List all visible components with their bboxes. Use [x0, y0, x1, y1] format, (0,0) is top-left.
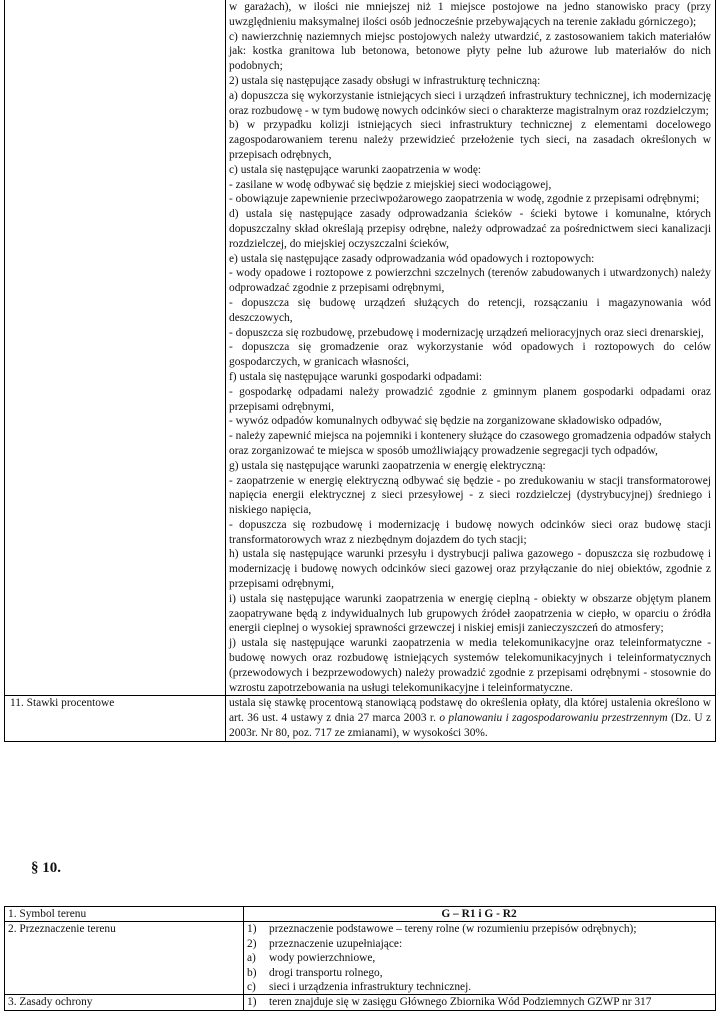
paragraph: - obowiązuje zapewnienie przeciwpożarowego zaopatrzenia w wodę, zgodnie z przepisami odrębnymi;: [229, 193, 700, 206]
row-label-przeznaczenie: 2. Przeznaczenie terenu: [5, 922, 244, 995]
paragraph: j) ustala się następujące warunki zaopatrzenia w media telekomunikacyjne oraz teleinformatyczne - budowę nowych oraz rozbudowę istniejących systemów telekomunikacyjnych i teleinformatycznych (przewodowych i bezprzewodowych) należy prowadzić zgodnie z przepisami odrębnymi - stosownie do wzrostu zapotrzebowania na usługi telekomunikacyjne i teleinformatyczne.: [229, 637, 711, 694]
list-item: [247, 980, 711, 994]
table-row: [5, 995, 716, 1010]
paragraph: c) nawierzchnię naziemnych miejsc postojowych należy utwardzić, z zastosowaniem takich materiałów jak: kostka granitowa lub betonowa, betonowe płyty pełne lub ażurowe lub materiałów do nich podobnych;: [229, 30, 711, 73]
przeznaczenie-cell: [244, 922, 716, 995]
list-item: [247, 922, 711, 936]
paragraph: b) w przypadku kolizji istniejących sieci infrastruktury technicznej z elementami docelowego zagospodarowaniem terenu należy przewidzieć przełożenie tych sieci, na zasadach określonych w przepisach odrębnych,: [229, 119, 711, 161]
act-title: o planowaniu i zagospodarowaniu przestrzennym: [439, 712, 668, 725]
paragraph: - gospodarkę odpadami należy prowadzić zgodnie z gminnym planem gospodarki odpadami oraz przepisami odrębnymi,: [229, 385, 711, 413]
paragraph: g) ustala się następujące warunki zaopatrzenia w energię elektryczną:: [229, 459, 546, 472]
row-label-symbol: 1. Symbol terenu: [5, 907, 244, 922]
list-text: teren znajduje się w zasięgu Głównego Zbiornika Wód Podziemnych GZWP nr 317: [269, 996, 652, 1009]
regulations-table-continued: [4, 0, 716, 742]
list-text: drogi transportu rolnego,: [269, 966, 383, 979]
zasady-ochrony-cell: [244, 995, 716, 1010]
paragraph: a) dopuszcza się wykorzystanie istniejących sieci i urządzeń infrastruktury technicznej, ich modernizację oraz rozbudowę - w tym budowę nowych odcinków sieci o charakterze magistralnym oraz rozdzielczym;: [229, 89, 711, 117]
list-item: [247, 966, 711, 980]
table-row: [5, 696, 716, 741]
paragraph: c) ustala się następujące warunki zaopatrzenia w wodę:: [229, 163, 482, 176]
paragraph: d) ustala się następujące zasady odprowadzania ścieków - ścieki bytowe i komunalne, których dopuszczalny skład określają przepisy odrębne, należy odprowadzać za pośrednictwem sieci kanalizacji rozdzielczej, do miejskiej oczyszczalni ścieków,: [229, 208, 711, 250]
list-marker: b): [247, 966, 257, 979]
paragraph: w garażach), w ilości nie mniejszej niż 1 miejsce postojowe na jedno stanowisko pracy (przy uwzględnieniu maksymalnej ilości osób jednocześnie przebywających na terenie zakładu górniczego);: [229, 1, 711, 28]
stawki-text-cell: [226, 696, 716, 741]
paragraph: - wody opadowe i roztopowe z powierzchni szczelnych (terenów zabudowanych i utwardzonych) należy odprowadzać zgodnie z przepisami odrębnymi,: [229, 267, 711, 295]
row-label-zasady-ochrony: 3. Zasady ochrony: [5, 995, 244, 1010]
list-text: sieci i urządzenia infrastruktury technicznej.: [269, 981, 472, 994]
paragraph: f) ustala się następujące warunki gospodarki odpadami:: [229, 370, 483, 383]
table-row: [5, 907, 716, 922]
list-marker: 1): [247, 923, 257, 936]
paragraph: e) ustala się następujące zasady odprowadzania wód opadowych i roztopowych:: [229, 252, 595, 265]
paragraph: - zasilane w wodę odbywać się będzie z miejskiej sieci wodociągowej,: [229, 178, 552, 191]
list-marker: a): [247, 952, 256, 965]
paragraph: h) ustala się następujące warunki przesyłu i dystrybucji paliwa gazowego - dopuszcza się rozbudowę i modernizację i budowę nowych odcinków sieci gazowej oraz przyłączanie do niej obiektów, zgodnie z przepisami odrębnymi,: [229, 548, 711, 591]
paragraph: 2) ustala się następujące zasady obsługi w infrastrukturę techniczną:: [229, 74, 541, 87]
list-marker: 1): [247, 996, 257, 1009]
paragraph: - wywóz odpadów komunalnych odbywać się będzie na zorganizowane składowisko odpadów,: [229, 415, 662, 428]
paragraph: - zaopatrzenie w energię elektryczną odbywać się będzie - po zredukowaniu w stacji transformatorowej napięcia energii elektrycznej z sieci przesyłowej - z sieci rozdzielczej (dystrybucyjnej) średniego i niskiego napięcia,: [229, 474, 711, 517]
list-marker: c): [247, 981, 256, 994]
row-label-stawki: 11. Stawki procentowe: [5, 696, 226, 741]
paragraph: - należy zapewnić miejsca na pojemniki i kontenery służące do czasowego gromadzenia odpadów stałych oraz zorganizować te miejsca w sposób umożliwiający prowadzenie segregacji tych odpadów,: [229, 430, 711, 457]
list-marker: 2): [247, 937, 257, 950]
list-text: wody powierzchniowe,: [269, 952, 376, 965]
row-label-cell-empty: [5, 0, 226, 696]
stawki-text-end: (Dz. U z 2003r. Nr 80, poz. 717 ze zmianami), w wysokości 30%.: [229, 712, 711, 740]
stawki-text: ustala się stawkę procentową stanowiącą podstawę do określenia opłaty, dla której ustalenia określono w art. 36 ust. 4 ustawy z dnia 27 marca 2003 r.: [229, 697, 711, 725]
paragraph: - dopuszcza się rozbudowę, przebudowę i modernizację urządzeń melioracyjnych oraz sieci drenarskiej,: [229, 326, 704, 339]
list-text: przeznaczenie uzupełniające:: [269, 937, 403, 950]
infrastructure-rules-cell: [226, 0, 716, 696]
list-text: przeznaczenie podstawowe – tereny rolne (w rozumieniu przepisów odrębnych);: [269, 923, 637, 936]
list-item: [247, 995, 711, 1009]
paragraph: i) ustala się następujące warunki zaopatrzenia w energię cieplną - obiekty w obszarze objętym planem zaopatrywane będą z indywidualnych lub grupowych źródeł zaopatrzenia w ciepło, w oparciu o źródła energii cieplnej o wysokiej sprawności grzewczej i niskiej emisji zanieczyszczeń do atmosfery;: [229, 592, 711, 635]
list-item: [247, 951, 711, 965]
terrain-symbol: G – R1 i G - R2: [244, 907, 716, 922]
paragraph: - dopuszcza się gromadzenie oraz wykorzystanie wód opadowych i roztopowych do celów gospodarczych, w granicach własności,: [229, 341, 711, 369]
paragraph: - dopuszcza się rozbudowę i modernizację i budowę nowych odcinków sieci oraz budowę stacji transformatorowych wraz z niezbędnym dojazdem do tych stacji;: [229, 518, 711, 546]
section-heading: § 10.: [31, 860, 61, 876]
table-row: [5, 922, 716, 995]
list-item: [247, 937, 711, 951]
table-row: [5, 0, 716, 696]
paragraph: - dopuszcza się budowę urządzeń służących do retencji, rozsączaniu i magazynowania wód deszczowych,: [229, 296, 711, 324]
regulations-table-g-r: [4, 906, 716, 1011]
